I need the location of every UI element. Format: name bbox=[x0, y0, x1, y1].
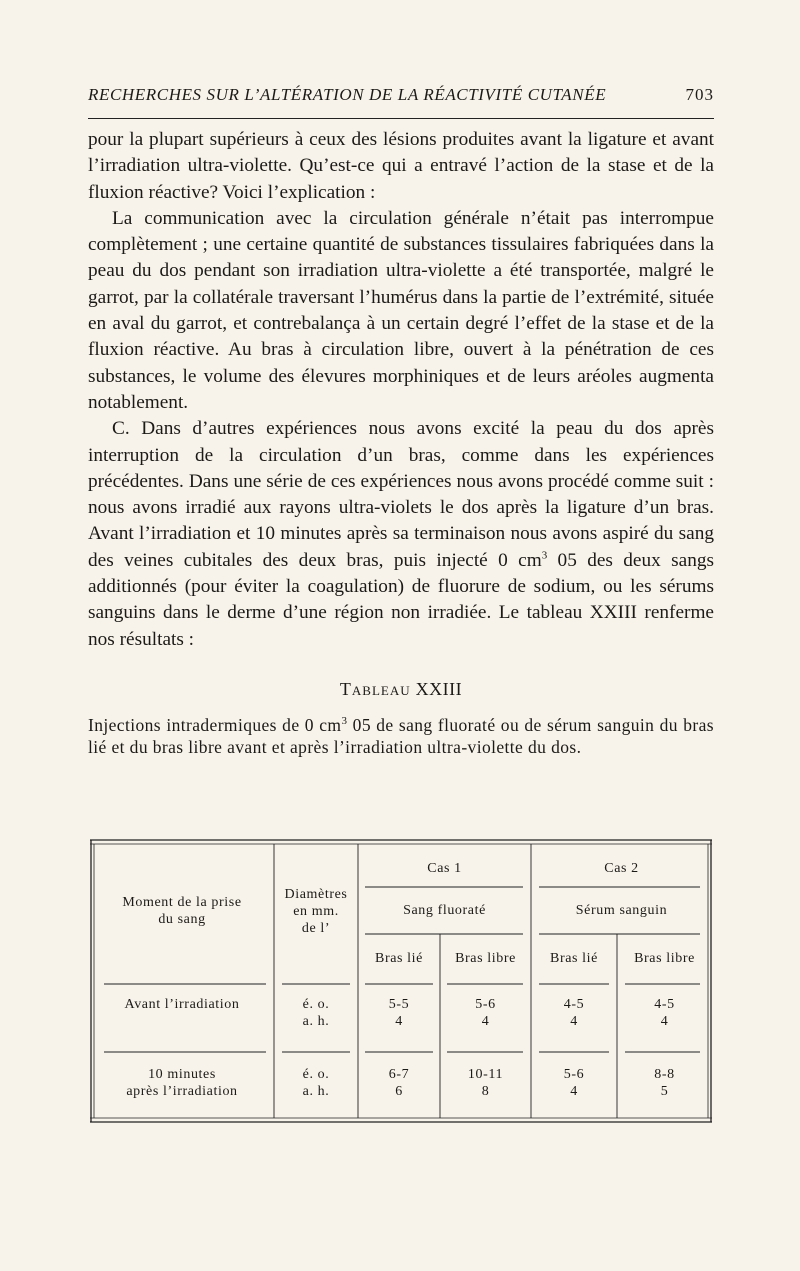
row-2-cas2-lie-eo: 5-6 bbox=[563, 1067, 585, 1082]
header-cas-1: Cas 1 bbox=[427, 860, 462, 876]
data-table bbox=[90, 838, 712, 1118]
header-rule bbox=[88, 118, 714, 119]
row-2-cas2-libre bbox=[617, 1052, 712, 1118]
row-2-diam-eo: é. o. bbox=[302, 1067, 330, 1082]
header-diameters bbox=[274, 838, 358, 984]
row-1-cas1-libre bbox=[440, 984, 531, 1052]
row-1-cas2-libre-eo: 4-5 bbox=[654, 997, 675, 1012]
header-moment bbox=[90, 838, 274, 984]
header-cas2-bras-libre: Bras libre bbox=[634, 951, 695, 966]
header-cas-2: Cas 2 bbox=[604, 860, 639, 876]
table-title-number: XXIII bbox=[415, 678, 463, 699]
row-2-cas2-libre-ah: 5 bbox=[660, 1084, 669, 1099]
row-1-cas1-libre-eo: 5-6 bbox=[475, 997, 496, 1012]
header-moment-line-2: du sang bbox=[158, 912, 206, 927]
row-1-diameters bbox=[274, 984, 358, 1052]
caption-part-1: Injections intradermiques de 0 cm bbox=[88, 714, 342, 735]
row-1-cas2-libre bbox=[617, 984, 712, 1052]
header-diameters-line-3: de l’ bbox=[301, 920, 331, 936]
table-caption bbox=[88, 714, 714, 758]
caption-superscript: 3 bbox=[341, 715, 348, 728]
header-cas1-bras-lie: Bras lié bbox=[375, 951, 423, 966]
row-2-cas1-lie-eo: 6-7 bbox=[388, 1067, 410, 1082]
row-1-cas2-lie-eo: 4-5 bbox=[563, 997, 585, 1012]
row-1-cas1-lie-eo: 5-5 bbox=[388, 997, 410, 1012]
paragraph-3 bbox=[88, 416, 714, 653]
table-row bbox=[90, 984, 712, 1052]
page-number: 703 bbox=[685, 85, 714, 104]
running-head-title: RECHERCHES SUR L’ALTÉRATION DE LA RÉACTIVITÉ CUTANÉE bbox=[88, 85, 607, 104]
row-2-cas2-lie-ah: 4 bbox=[570, 1084, 578, 1099]
paragraph-2: La communication avec la circulation générale n’était pas interrompue complètement ; une certaine quantité de substances tissulaires fabriquées dans la peau du dos pendant son irradiation ultra-violette a été transportée, malgré le garrot, par la collatérale traversant l’humérus dans la partie de l’extrémité, située en aval du garrot, et contrebalança à un certain degré l’effet de la stase et de la fluxion réactive. Au bras à circulation libre, ouvert à la pénétration de ces substances, le volume des élevures morphiniques et de leurs aréoles augmenta notablement. bbox=[88, 207, 714, 413]
row-1-cas1-libre-ah: 4 bbox=[481, 1014, 490, 1029]
row-2-cas2-lie bbox=[531, 1052, 617, 1118]
row-1-cas2-lie bbox=[531, 984, 617, 1052]
row-1-moment-line-1: Avant l’irradiation bbox=[124, 997, 240, 1012]
header-serum-sanguin: Sérum sanguin bbox=[575, 902, 668, 918]
caption-part-2: 05 de sang fluoraté ou de sérum sanguin du bras lié et du bras libre avant et après l’irradiation ultra-violette du dos. bbox=[88, 714, 714, 757]
row-2-cas2-libre-eo: 8-8 bbox=[654, 1067, 675, 1082]
row-2-moment bbox=[90, 1052, 274, 1118]
row-1-cas1-lie bbox=[358, 984, 440, 1052]
header-moment-line-1: Moment de la prise bbox=[122, 895, 242, 910]
row-2-diameters bbox=[274, 1052, 358, 1118]
header-sang-fluorate: Sang fluoraté bbox=[403, 902, 486, 918]
row-1-cas2-libre-ah: 4 bbox=[660, 1014, 669, 1029]
row-2-cas1-libre bbox=[440, 1052, 531, 1118]
header-cas1-bras-libre: Bras libre bbox=[455, 951, 516, 966]
superscript-3: 3 bbox=[541, 549, 548, 562]
paragraph-1: pour la plupart supérieurs à ceux des lésions produites avant la ligature et avant l’irradiation ultra-violette. Qu’est-ce qui a entravé l’action de la stase et de la fluxion réactive? Voici l’explication : bbox=[88, 129, 714, 203]
page bbox=[88, 78, 714, 778]
paragraph-3-part-2: 05 des deux sangs additionnés (pour éviter la coagulation) de fluorure de sodium, ou les sérums sanguins dans le derme d’une région non irradiée. Le tableau XXIII renferme nos résultats : bbox=[88, 549, 714, 650]
row-2-cas1-libre-eo: 10-11 bbox=[467, 1067, 504, 1082]
table-title-label: Tableau bbox=[339, 678, 411, 699]
row-2-cas1-lie-ah: 6 bbox=[395, 1084, 403, 1099]
row-1-cas1-lie-ah: 4 bbox=[395, 1014, 403, 1029]
row-1-diam-ah: a. h. bbox=[302, 1014, 330, 1029]
header-diameters-line-2: en mm. bbox=[293, 903, 339, 919]
row-2-moment-line-2: après l’irradiation bbox=[126, 1084, 238, 1099]
body-text bbox=[88, 127, 714, 653]
running-head bbox=[88, 78, 714, 112]
row-2-cas1-lie bbox=[358, 1052, 440, 1118]
header-diameters-line-1: Diamètres bbox=[284, 886, 348, 902]
paragraph-3-part-1: C. Dans d’autres expériences nous avons excité la peau du dos après interruption de la circulation d’un bras, comme dans les expériences précédentes. Dans une série de ces expériences nous avons procédé comme suit : nous avons irradié aux rayons ultra-violets le dos après la ligature d’un bras. Avant l’irradiation et 10 minutes après sa terminaison nous avons aspiré du sang des veines cubitales des deux bras, puis injecté 0 cm bbox=[88, 418, 714, 571]
table-title bbox=[88, 679, 714, 700]
row-2-moment-line-1: 10 minutes bbox=[148, 1067, 216, 1082]
table-row bbox=[90, 1052, 712, 1118]
row-1-cas2-lie-ah: 4 bbox=[570, 1014, 578, 1029]
row-2-diam-ah: a. h. bbox=[302, 1084, 330, 1099]
header-cas2-bras-lie: Bras lié bbox=[550, 951, 598, 966]
row-1-diam-eo: é. o. bbox=[302, 997, 330, 1012]
data-table-wrapper bbox=[90, 838, 712, 1124]
row-1-moment bbox=[90, 984, 274, 1052]
row-2-cas1-libre-ah: 8 bbox=[481, 1084, 490, 1099]
